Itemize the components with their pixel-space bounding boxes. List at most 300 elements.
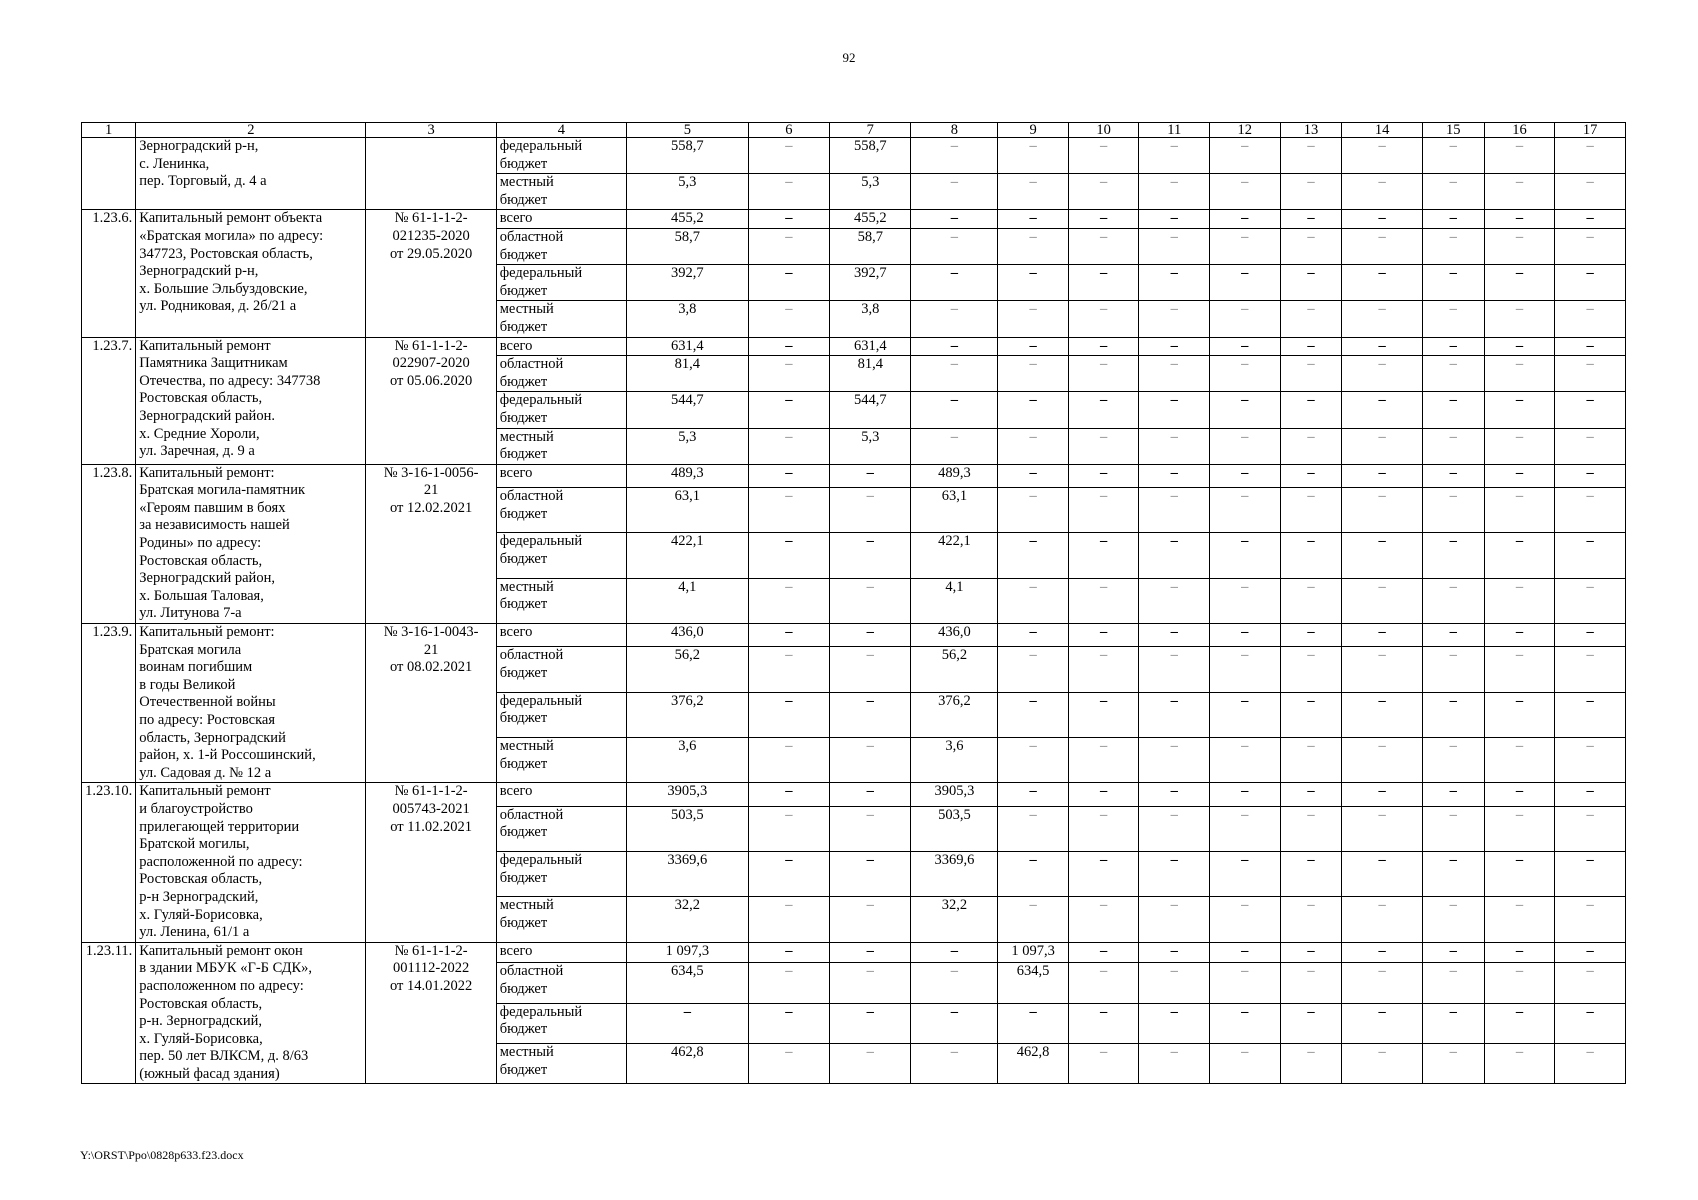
- amount-col-6: –: [748, 265, 829, 301]
- amount-col-13: –: [1280, 1044, 1342, 1084]
- item-number: [82, 138, 136, 210]
- amount-col-6: –: [748, 138, 829, 174]
- amount-col-7: 455,2: [830, 210, 911, 229]
- amount-col-15: –: [1422, 578, 1484, 623]
- amount-col-9: –: [998, 692, 1069, 737]
- funding-source: всего: [496, 624, 626, 647]
- amount-col-11: –: [1139, 942, 1210, 963]
- amount-col-15: –: [1422, 428, 1484, 464]
- amount-col-13: –: [1280, 265, 1342, 301]
- amount-col-14: –: [1342, 578, 1422, 623]
- amount-col-15: –: [1422, 963, 1484, 1003]
- amount-col-16: –: [1484, 464, 1555, 487]
- amount-col-8: 32,2: [911, 897, 998, 942]
- amount-col-10: –: [1068, 1003, 1139, 1043]
- amount-col-5: 544,7: [627, 392, 749, 428]
- amount-col-7: –: [830, 806, 911, 851]
- funding-source: федеральный бюджет: [496, 692, 626, 737]
- amount-col-16: –: [1484, 624, 1555, 647]
- amount-col-13: –: [1280, 533, 1342, 578]
- amount-col-11: –: [1139, 337, 1210, 356]
- amount-col-6: –: [748, 356, 829, 392]
- amount-col-17: –: [1555, 578, 1626, 623]
- funding-source: местный бюджет: [496, 897, 626, 942]
- amount-col-12: –: [1210, 942, 1281, 963]
- funding-source: местный бюджет: [496, 428, 626, 464]
- funding-source: областной бюджет: [496, 356, 626, 392]
- amount-col-14: –: [1342, 852, 1422, 897]
- column-number: 9: [998, 123, 1069, 138]
- amount-col-9: –: [998, 428, 1069, 464]
- item-number: 1.23.6.: [82, 210, 136, 337]
- amount-col-12: –: [1210, 897, 1281, 942]
- amount-col-6: –: [748, 806, 829, 851]
- expertise-document: № 61-1-1-2- 021235-2020 от 29.05.2020: [366, 210, 496, 337]
- amount-col-12: –: [1210, 487, 1281, 532]
- amount-col-17: –: [1555, 738, 1626, 783]
- object-description: Капитальный ремонт объекта «Братская могила» по адресу: 347723, Ростовская область, Зерноградский р-н, х. Большие Эльбуздовские, ул. Родниковая, д. 2б/21 а: [136, 210, 366, 337]
- amount-col-16: –: [1484, 356, 1555, 392]
- funding-source: федеральный бюджет: [496, 138, 626, 174]
- column-number: 4: [496, 123, 626, 138]
- funding-source: местный бюджет: [496, 1044, 626, 1084]
- amount-col-14: –: [1342, 806, 1422, 851]
- amount-col-8: –: [911, 392, 998, 428]
- expertise-document: № 61-1-1-2- 005743-2021 от 11.02.2021: [366, 783, 496, 942]
- column-number: 10: [1068, 123, 1139, 138]
- amount-col-9: –: [998, 228, 1069, 264]
- amount-col-11: –: [1139, 852, 1210, 897]
- amount-col-11: –: [1139, 738, 1210, 783]
- column-number: 3: [366, 123, 496, 138]
- amount-col-13: –: [1280, 210, 1342, 229]
- item-number: 1.23.11.: [82, 942, 136, 1084]
- amount-col-7: –: [830, 533, 911, 578]
- amount-col-7: –: [830, 692, 911, 737]
- amount-col-12: –: [1210, 806, 1281, 851]
- funding-source: местный бюджет: [496, 301, 626, 337]
- amount-col-13: –: [1280, 692, 1342, 737]
- amount-col-6: –: [748, 392, 829, 428]
- amount-col-9: –: [998, 174, 1069, 210]
- amount-col-17: –: [1555, 138, 1626, 174]
- amount-col-17: –: [1555, 1003, 1626, 1043]
- column-number: 5: [627, 123, 749, 138]
- amount-col-7: 544,7: [830, 392, 911, 428]
- column-number: 13: [1280, 123, 1342, 138]
- amount-col-6: –: [748, 337, 829, 356]
- amount-col-8: 63,1: [911, 487, 998, 532]
- amount-col-16: –: [1484, 265, 1555, 301]
- item-number: 1.23.10.: [82, 783, 136, 942]
- amount-col-15: –: [1422, 647, 1484, 692]
- amount-col-17: –: [1555, 487, 1626, 532]
- amount-col-7: –: [830, 1003, 911, 1043]
- table-row: [82, 464, 1626, 487]
- amount-col-10: –: [1068, 942, 1139, 963]
- funding-source: федеральный бюджет: [496, 852, 626, 897]
- amount-col-9: –: [998, 210, 1069, 229]
- budget-table: [81, 122, 1626, 1084]
- object-description: Капитальный ремонт: Братская могила воинам погибшим в годы Великой Отечественной войны по адресу: Ростовская область, Зерноградский район, х. 1-й Россошинский, ул. Садовая д. № 12 а: [136, 624, 366, 783]
- amount-col-10: –: [1068, 806, 1139, 851]
- table-row: [82, 138, 1626, 174]
- funding-source: федеральный бюджет: [496, 1003, 626, 1043]
- amount-col-11: –: [1139, 783, 1210, 806]
- amount-col-7: 558,7: [830, 138, 911, 174]
- amount-col-13: –: [1280, 806, 1342, 851]
- amount-col-5: 462,8: [627, 1044, 749, 1084]
- amount-col-5: 489,3: [627, 464, 749, 487]
- amount-col-10: –: [1068, 897, 1139, 942]
- amount-col-15: –: [1422, 210, 1484, 229]
- amount-col-13: –: [1280, 356, 1342, 392]
- amount-col-5: 63,1: [627, 487, 749, 532]
- amount-col-16: –: [1484, 138, 1555, 174]
- amount-col-16: –: [1484, 210, 1555, 229]
- amount-col-14: –: [1342, 738, 1422, 783]
- amount-col-8: –: [911, 337, 998, 356]
- amount-col-11: –: [1139, 356, 1210, 392]
- amount-col-17: –: [1555, 852, 1626, 897]
- amount-col-7: –: [830, 783, 911, 806]
- amount-col-9: –: [998, 392, 1069, 428]
- amount-col-5: 558,7: [627, 138, 749, 174]
- amount-col-12: –: [1210, 624, 1281, 647]
- amount-col-6: –: [748, 428, 829, 464]
- amount-col-16: –: [1484, 301, 1555, 337]
- amount-col-7: 5,3: [830, 174, 911, 210]
- amount-col-8: –: [911, 942, 998, 963]
- amount-col-12: –: [1210, 265, 1281, 301]
- amount-col-5: 422,1: [627, 533, 749, 578]
- funding-source: местный бюджет: [496, 174, 626, 210]
- amount-col-14: –: [1342, 301, 1422, 337]
- amount-col-11: –: [1139, 228, 1210, 264]
- amount-col-6: –: [748, 1003, 829, 1043]
- funding-source: всего: [496, 210, 626, 229]
- amount-col-16: –: [1484, 392, 1555, 428]
- funding-source: местный бюджет: [496, 578, 626, 623]
- amount-col-7: –: [830, 852, 911, 897]
- amount-col-10: –: [1068, 464, 1139, 487]
- object-description: Зерноградский р-н, с. Ленинка, пер. Торговый, д. 4 а: [136, 138, 366, 210]
- amount-col-10: –: [1068, 138, 1139, 174]
- amount-col-13: –: [1280, 174, 1342, 210]
- amount-col-8: –: [911, 210, 998, 229]
- amount-col-6: –: [748, 578, 829, 623]
- amount-col-16: –: [1484, 942, 1555, 963]
- amount-col-15: –: [1422, 464, 1484, 487]
- amount-col-5: 634,5: [627, 963, 749, 1003]
- amount-col-14: –: [1342, 138, 1422, 174]
- amount-col-9: –: [998, 1003, 1069, 1043]
- item-number: 1.23.7.: [82, 337, 136, 464]
- amount-col-10: –: [1068, 174, 1139, 210]
- amount-col-6: –: [748, 533, 829, 578]
- item-number: 1.23.9.: [82, 624, 136, 783]
- amount-col-15: –: [1422, 337, 1484, 356]
- amount-col-15: –: [1422, 897, 1484, 942]
- amount-col-17: –: [1555, 265, 1626, 301]
- expertise-document: № 61-1-1-2- 001112-2022 от 14.01.2022: [366, 942, 496, 1084]
- amount-col-6: –: [748, 963, 829, 1003]
- amount-col-17: –: [1555, 806, 1626, 851]
- amount-col-8: –: [911, 356, 998, 392]
- funding-source: областной бюджет: [496, 806, 626, 851]
- amount-col-14: –: [1342, 487, 1422, 532]
- amount-col-15: –: [1422, 1044, 1484, 1084]
- column-number: 2: [136, 123, 366, 138]
- amount-col-11: –: [1139, 138, 1210, 174]
- amount-col-16: –: [1484, 806, 1555, 851]
- amount-col-17: –: [1555, 624, 1626, 647]
- funding-source: областной бюджет: [496, 963, 626, 1003]
- amount-col-11: –: [1139, 624, 1210, 647]
- amount-col-8: 56,2: [911, 647, 998, 692]
- amount-col-5: 81,4: [627, 356, 749, 392]
- amount-col-17: –: [1555, 647, 1626, 692]
- amount-col-9: –: [998, 738, 1069, 783]
- amount-col-5: 5,3: [627, 174, 749, 210]
- amount-col-16: –: [1484, 1044, 1555, 1084]
- amount-col-12: –: [1210, 210, 1281, 229]
- amount-col-16: –: [1484, 578, 1555, 623]
- amount-col-13: –: [1280, 337, 1342, 356]
- amount-col-6: –: [748, 624, 829, 647]
- amount-col-10: –: [1068, 692, 1139, 737]
- amount-col-7: –: [830, 738, 911, 783]
- amount-col-17: –: [1555, 228, 1626, 264]
- column-number: 6: [748, 123, 829, 138]
- amount-col-14: –: [1342, 428, 1422, 464]
- amount-col-17: –: [1555, 1044, 1626, 1084]
- amount-col-13: –: [1280, 738, 1342, 783]
- amount-col-5: 5,3: [627, 428, 749, 464]
- expertise-document: № 3-16-1-0043- 21 от 08.02.2021: [366, 624, 496, 783]
- amount-col-8: –: [911, 428, 998, 464]
- amount-col-9: –: [998, 265, 1069, 301]
- amount-col-5: 1 097,3: [627, 942, 749, 963]
- amount-col-15: –: [1422, 356, 1484, 392]
- amount-col-17: –: [1555, 174, 1626, 210]
- amount-col-13: –: [1280, 783, 1342, 806]
- funding-source: областной бюджет: [496, 647, 626, 692]
- amount-col-8: 3369,6: [911, 852, 998, 897]
- amount-col-15: –: [1422, 624, 1484, 647]
- amount-col-16: –: [1484, 533, 1555, 578]
- amount-col-14: –: [1342, 963, 1422, 1003]
- amount-col-11: –: [1139, 428, 1210, 464]
- amount-col-7: –: [830, 464, 911, 487]
- amount-col-13: –: [1280, 428, 1342, 464]
- amount-col-5: 58,7: [627, 228, 749, 264]
- amount-col-5: 503,5: [627, 806, 749, 851]
- amount-col-11: –: [1139, 174, 1210, 210]
- amount-col-5: 455,2: [627, 210, 749, 229]
- item-number: 1.23.8.: [82, 464, 136, 623]
- amount-col-5: 392,7: [627, 265, 749, 301]
- amount-col-6: –: [748, 487, 829, 532]
- amount-col-12: –: [1210, 783, 1281, 806]
- amount-col-15: –: [1422, 852, 1484, 897]
- page-number: 92: [842, 50, 856, 65]
- amount-col-12: –: [1210, 963, 1281, 1003]
- amount-col-16: –: [1484, 174, 1555, 210]
- amount-col-8: –: [911, 138, 998, 174]
- amount-col-13: –: [1280, 301, 1342, 337]
- funding-source: всего: [496, 942, 626, 963]
- funding-source: федеральный бюджет: [496, 533, 626, 578]
- amount-col-5: 56,2: [627, 647, 749, 692]
- amount-col-12: –: [1210, 138, 1281, 174]
- amount-col-17: –: [1555, 337, 1626, 356]
- amount-col-13: –: [1280, 624, 1342, 647]
- column-number: 11: [1139, 123, 1210, 138]
- amount-col-15: –: [1422, 174, 1484, 210]
- amount-col-6: –: [748, 174, 829, 210]
- amount-col-7: –: [830, 624, 911, 647]
- object-description: Капитальный ремонт и благоустройство прилегающей территории Братской могилы, расположенной по адресу: Ростовская область, р-н Зерноградский, х. Гуляй-Борисовка, ул. Ленина, 61/1 а: [136, 783, 366, 942]
- amount-col-17: –: [1555, 533, 1626, 578]
- amount-col-14: –: [1342, 897, 1422, 942]
- amount-col-10: –: [1068, 624, 1139, 647]
- amount-col-9: –: [998, 301, 1069, 337]
- amount-col-12: –: [1210, 174, 1281, 210]
- amount-col-7: 58,7: [830, 228, 911, 264]
- expertise-document: [366, 138, 496, 210]
- amount-col-10: –: [1068, 963, 1139, 1003]
- amount-col-6: –: [748, 228, 829, 264]
- amount-col-14: –: [1342, 464, 1422, 487]
- amount-col-16: –: [1484, 692, 1555, 737]
- amount-col-5: 3,6: [627, 738, 749, 783]
- amount-col-14: –: [1342, 174, 1422, 210]
- amount-col-15: –: [1422, 301, 1484, 337]
- amount-col-8: 4,1: [911, 578, 998, 623]
- amount-col-13: –: [1280, 138, 1342, 174]
- amount-col-16: –: [1484, 647, 1555, 692]
- amount-col-9: 1 097,3: [998, 942, 1069, 963]
- table-row: [82, 337, 1626, 356]
- amount-col-9: –: [998, 852, 1069, 897]
- amount-col-9: –: [998, 578, 1069, 623]
- amount-col-10: –: [1068, 392, 1139, 428]
- column-number: 1: [82, 123, 136, 138]
- column-number: 14: [1342, 123, 1422, 138]
- amount-col-16: –: [1484, 963, 1555, 1003]
- amount-col-5: 32,2: [627, 897, 749, 942]
- amount-col-6: –: [748, 1044, 829, 1084]
- amount-col-15: –: [1422, 533, 1484, 578]
- amount-col-8: –: [911, 1044, 998, 1084]
- amount-col-5: 3,8: [627, 301, 749, 337]
- amount-col-5: 4,1: [627, 578, 749, 623]
- amount-col-13: –: [1280, 392, 1342, 428]
- amount-col-10: –: [1068, 487, 1139, 532]
- amount-col-7: –: [830, 1044, 911, 1084]
- amount-col-8: 436,0: [911, 624, 998, 647]
- amount-col-11: –: [1139, 897, 1210, 942]
- amount-col-17: –: [1555, 963, 1626, 1003]
- amount-col-6: –: [748, 738, 829, 783]
- amount-col-10: –: [1068, 301, 1139, 337]
- amount-col-9: –: [998, 138, 1069, 174]
- amount-col-8: –: [911, 963, 998, 1003]
- amount-col-6: –: [748, 464, 829, 487]
- amount-col-10: –: [1068, 228, 1139, 264]
- column-number-row: [82, 123, 1626, 138]
- amount-col-16: –: [1484, 428, 1555, 464]
- amount-col-8: 3905,3: [911, 783, 998, 806]
- amount-col-15: –: [1422, 265, 1484, 301]
- amount-col-17: –: [1555, 392, 1626, 428]
- expertise-document: № 3-16-1-0056- 21 от 12.02.2021: [366, 464, 496, 623]
- amount-col-17: –: [1555, 783, 1626, 806]
- amount-col-8: –: [911, 1003, 998, 1043]
- amount-col-12: –: [1210, 692, 1281, 737]
- amount-col-16: –: [1484, 738, 1555, 783]
- amount-col-6: –: [748, 692, 829, 737]
- amount-col-12: –: [1210, 647, 1281, 692]
- amount-col-14: –: [1342, 1044, 1422, 1084]
- amount-col-15: –: [1422, 692, 1484, 737]
- amount-col-14: –: [1342, 228, 1422, 264]
- column-number: 8: [911, 123, 998, 138]
- amount-col-15: –: [1422, 806, 1484, 851]
- amount-col-9: –: [998, 533, 1069, 578]
- amount-col-16: –: [1484, 487, 1555, 532]
- amount-col-12: –: [1210, 392, 1281, 428]
- amount-col-13: –: [1280, 228, 1342, 264]
- funding-source: областной бюджет: [496, 487, 626, 532]
- amount-col-6: –: [748, 783, 829, 806]
- amount-col-14: –: [1342, 783, 1422, 806]
- amount-col-10: –: [1068, 578, 1139, 623]
- amount-col-12: –: [1210, 1003, 1281, 1043]
- amount-col-15: –: [1422, 487, 1484, 532]
- amount-col-5: 436,0: [627, 624, 749, 647]
- amount-col-11: –: [1139, 578, 1210, 623]
- amount-col-7: 392,7: [830, 265, 911, 301]
- amount-col-7: –: [830, 897, 911, 942]
- amount-col-7: –: [830, 578, 911, 623]
- amount-col-6: –: [748, 942, 829, 963]
- funding-source: всего: [496, 337, 626, 356]
- column-number: 7: [830, 123, 911, 138]
- amount-col-9: 634,5: [998, 963, 1069, 1003]
- amount-col-9: –: [998, 647, 1069, 692]
- amount-col-12: –: [1210, 738, 1281, 783]
- amount-col-10: –: [1068, 533, 1139, 578]
- amount-col-17: –: [1555, 428, 1626, 464]
- amount-col-8: 489,3: [911, 464, 998, 487]
- amount-col-14: –: [1342, 356, 1422, 392]
- amount-col-10: –: [1068, 210, 1139, 229]
- amount-col-17: –: [1555, 692, 1626, 737]
- amount-col-11: –: [1139, 210, 1210, 229]
- amount-col-14: –: [1342, 210, 1422, 229]
- amount-col-15: –: [1422, 1003, 1484, 1043]
- amount-col-7: –: [830, 942, 911, 963]
- amount-col-11: –: [1139, 1003, 1210, 1043]
- amount-col-8: 422,1: [911, 533, 998, 578]
- amount-col-5: 631,4: [627, 337, 749, 356]
- amount-col-5: 376,2: [627, 692, 749, 737]
- amount-col-6: –: [748, 897, 829, 942]
- amount-col-12: –: [1210, 356, 1281, 392]
- amount-col-13: –: [1280, 647, 1342, 692]
